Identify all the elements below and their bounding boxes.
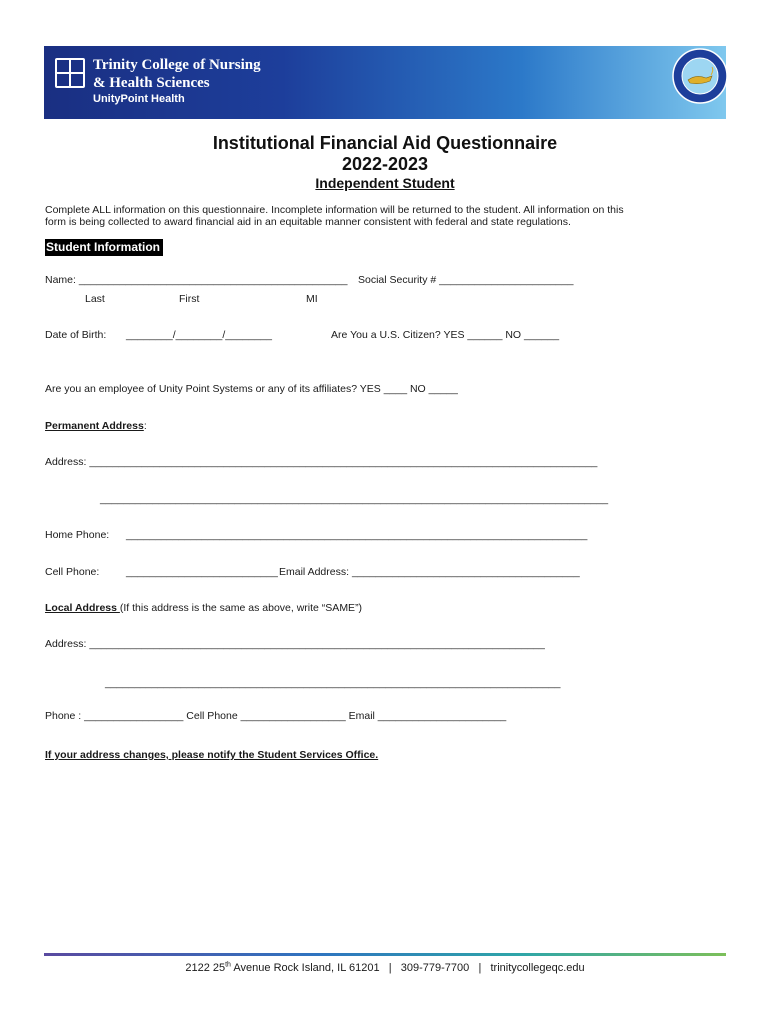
local-address-line2[interactable]: ______________________________________________________________________________: [105, 677, 561, 689]
brand-name-line1: Trinity College of Nursing: [93, 57, 261, 73]
permanent-address-line2[interactable]: _______________________________________________________________________________________: [100, 493, 609, 505]
permanent-address-line1[interactable]: Address: _______________________________________________________________________________________: [45, 456, 598, 468]
local-address-heading: Local Address (If this address is the same as above, write “SAME”): [45, 602, 363, 614]
intro-line-2: form is being collected to award financial aid in an equitable manner consistent with federal and state regulations.: [45, 216, 571, 228]
footer-website[interactable]: trinitycollegeqc.edu: [490, 962, 585, 974]
address-change-notice: If your address changes, please notify the Student Services Office.: [45, 749, 379, 761]
dob-label: Date of Birth:: [45, 329, 107, 341]
document-title: Institutional Financial Aid Questionnaire: [212, 133, 558, 153]
cross-logo-icon: [55, 58, 85, 88]
document-year: 2022-2023: [341, 154, 429, 174]
dob-field[interactable]: ________/________/________: [126, 329, 272, 341]
footer-street: 2122 25th Avenue Rock Island, IL 61201: [185, 961, 380, 974]
employee-question[interactable]: Are you an employee of Unity Point Systems or any of its affiliates? YES ____ NO _____: [45, 383, 458, 395]
header-banner: [44, 46, 726, 119]
local-address-line1[interactable]: Address: ______________________________________________________________________________: [45, 638, 545, 650]
first-name-caption: First: [179, 293, 200, 305]
footer-contact: 2122 25th Avenue Rock Island, IL 61201 | 309-779-7700 | trinitycollegeqc.edu: [185, 961, 585, 974]
last-name-caption: Last: [85, 293, 105, 305]
permanent-address-heading: Permanent Address:: [45, 420, 147, 432]
cell-phone-label: Cell Phone:: [45, 566, 100, 578]
footer-phone: 309-779-7700: [400, 962, 470, 974]
cell-phone-field[interactable]: __________________________: [126, 566, 278, 578]
home-phone-field[interactable]: _______________________________________________________________________________: [126, 529, 588, 541]
student-information-heading: Student Information: [45, 239, 163, 256]
document-subtitle: Independent Student: [315, 175, 455, 191]
footer-divider: [44, 953, 726, 956]
citizen-question[interactable]: Are You a U.S. Citizen? YES ______ NO ______: [331, 329, 560, 341]
ssn-field[interactable]: Social Security # _______________________: [358, 274, 574, 286]
college-seal-icon: [672, 48, 728, 104]
email-field[interactable]: Email Address: _______________________________________: [279, 566, 580, 578]
brand-name-line2: & Health Sciences: [93, 75, 210, 91]
name-field[interactable]: Name: ______________________________________________: [45, 274, 348, 286]
brand-name-line3: UnityPoint Health: [93, 93, 185, 105]
middle-initial-caption: MI: [306, 293, 318, 305]
intro-line-1: Complete ALL information on this questionnaire. Incomplete information will be returned to the student. All information on this: [45, 204, 624, 216]
home-phone-label: Home Phone:: [45, 529, 110, 541]
local-contact-line[interactable]: Phone : _________________ Cell Phone __________________ Email ______________________: [45, 710, 507, 722]
